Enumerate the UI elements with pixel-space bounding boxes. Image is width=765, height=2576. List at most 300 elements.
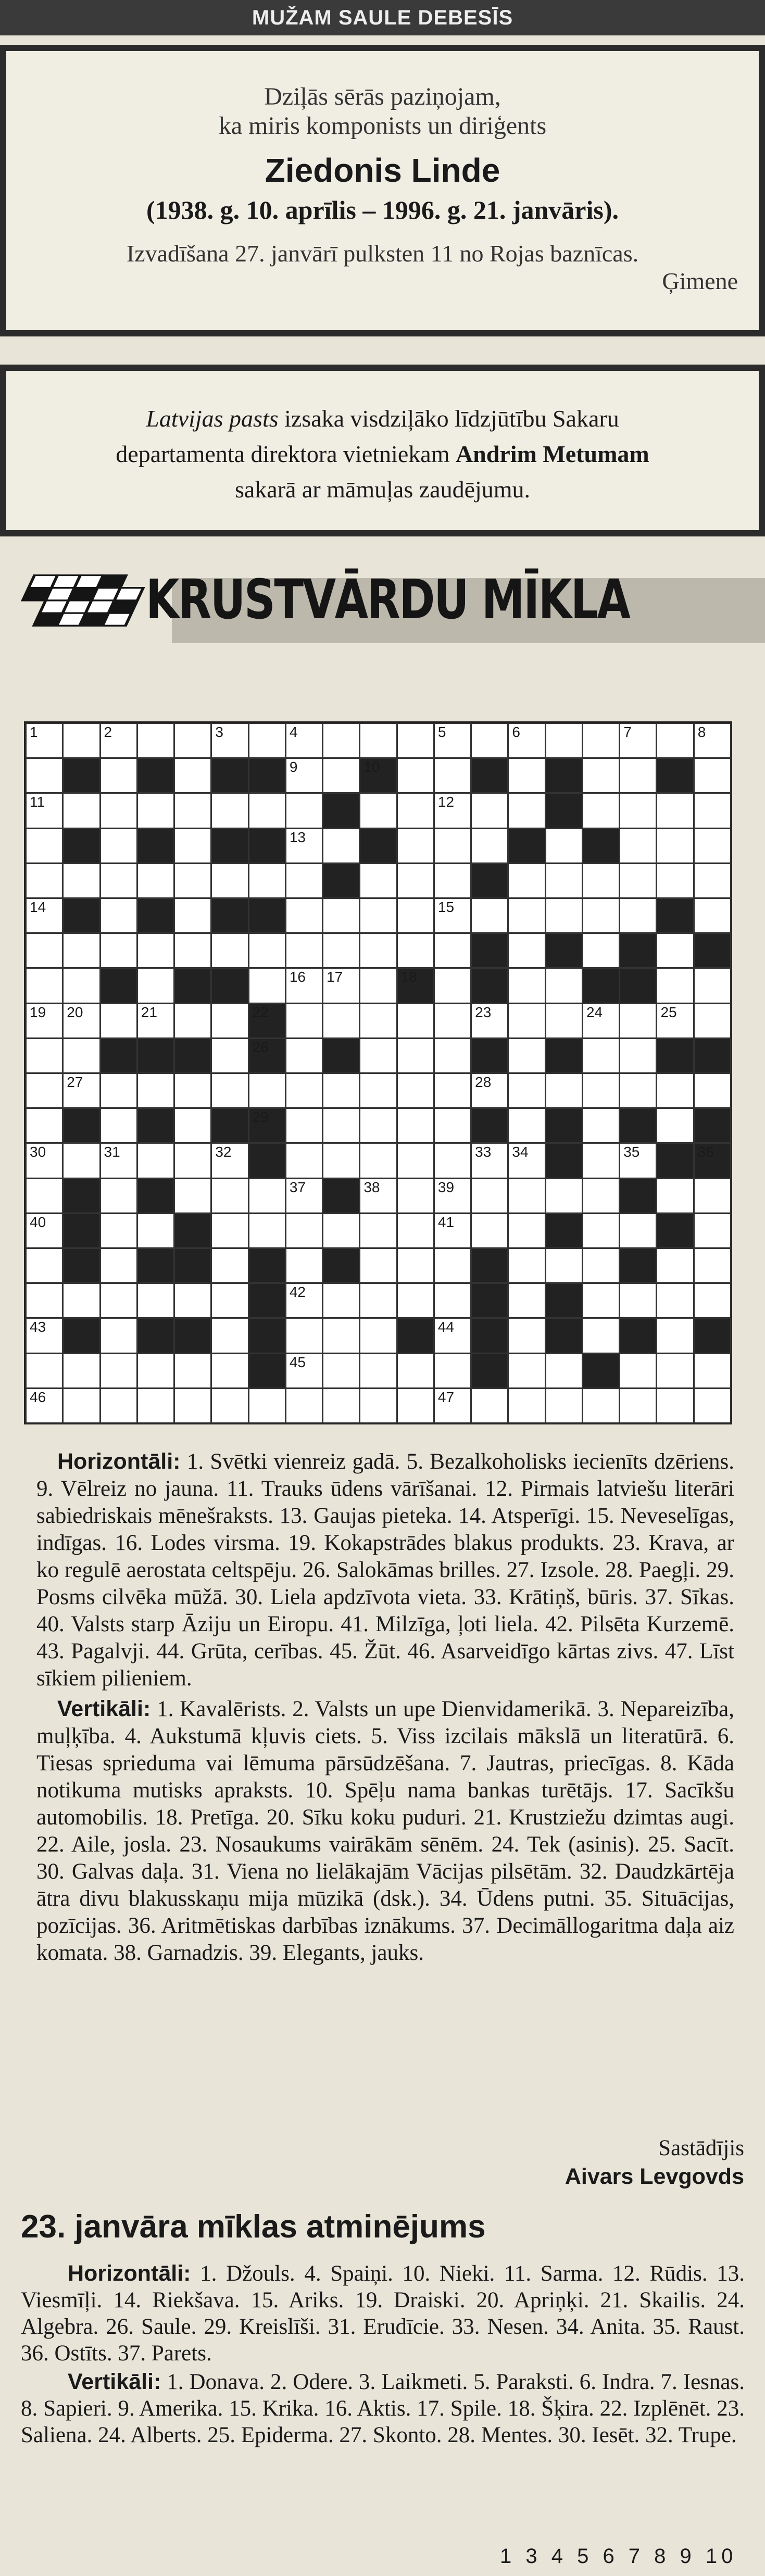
crossword-block xyxy=(694,1108,731,1143)
crossword-cell xyxy=(508,898,545,933)
section-header-title: MUŽAM SAULE DEBESĪS xyxy=(252,6,513,29)
crossword-cell xyxy=(582,863,620,898)
crossword-cell xyxy=(26,1318,63,1353)
crossword-block xyxy=(62,1213,100,1248)
crossword-cell xyxy=(248,863,286,898)
crossword-block xyxy=(582,1353,620,1389)
crossword-cell xyxy=(656,723,694,758)
answers-down-label: Vertikāli: xyxy=(68,2369,161,2394)
crossword-block xyxy=(656,1143,694,1178)
crossword-cell xyxy=(471,1213,508,1248)
crossword-block xyxy=(137,828,174,864)
crossword-cell xyxy=(508,1143,545,1178)
crossword-cell xyxy=(322,1283,360,1318)
clue-number: 45 xyxy=(289,1354,306,1370)
crossword-cell xyxy=(508,968,545,1003)
crossword-cell xyxy=(174,1003,211,1039)
crossword-block xyxy=(248,1108,286,1143)
crossword-cell xyxy=(508,863,545,898)
crossword-cell xyxy=(26,1388,63,1423)
crossword-cell xyxy=(359,723,397,758)
crossword-cell xyxy=(694,1388,731,1423)
crossword-block xyxy=(545,933,583,968)
crossword-cell xyxy=(285,1038,323,1073)
crossword-cell xyxy=(100,898,137,933)
crossword-cell xyxy=(322,898,360,933)
crossword-cell xyxy=(694,828,731,864)
condolence-org: Latvijas pasts xyxy=(146,405,279,432)
crossword-cell xyxy=(322,1073,360,1108)
clue-number: 31 xyxy=(104,1144,120,1160)
life-dates: (1938. g. 10. aprīlis – 1996. g. 21. janvāris). xyxy=(146,195,619,224)
crossword-cell xyxy=(137,1353,174,1389)
author-label: Sastādījis xyxy=(658,2136,744,2160)
crossword-cell xyxy=(471,1388,508,1423)
crossword-cell xyxy=(397,863,434,898)
crossword-block xyxy=(248,1038,286,1073)
crossword-cell xyxy=(285,968,323,1003)
crossword-block xyxy=(656,1038,694,1073)
clue-number: 2 xyxy=(104,724,112,740)
crossword-block xyxy=(211,898,248,933)
clue-number: 41 xyxy=(437,1214,455,1230)
crossword-cell xyxy=(100,1353,137,1389)
crossword-cell xyxy=(619,1388,657,1423)
clue-number: 7 xyxy=(623,724,632,740)
crossword-block xyxy=(248,1248,286,1283)
crossword-cell xyxy=(582,1073,620,1108)
clue-number: 38 xyxy=(363,1179,380,1195)
crossword-block xyxy=(619,1248,657,1283)
clue-number: 6 xyxy=(512,724,520,740)
crossword-block xyxy=(62,828,100,864)
crossword-cell xyxy=(285,1283,323,1318)
crossword-cell xyxy=(694,968,731,1003)
crossword-cell xyxy=(397,1248,434,1283)
crossword-cell xyxy=(248,933,286,968)
crossword-cell xyxy=(694,1248,731,1283)
crossword-cell xyxy=(26,1073,63,1108)
obituary-line-2: ka miris komponists un diriģents xyxy=(218,112,547,140)
crossword-cell xyxy=(694,793,731,828)
crossword-cell xyxy=(471,828,508,864)
crossword-cell xyxy=(508,1248,545,1283)
crossword-block xyxy=(248,1318,286,1353)
crossword-block xyxy=(619,1318,657,1353)
crossword-cell xyxy=(582,1178,620,1214)
author-name: Aivars Levgovds xyxy=(565,2164,744,2189)
crossword-block xyxy=(471,863,508,898)
page-numbers: 1 3 4 5 6 7 8 9 10 xyxy=(500,2545,737,2568)
crossword-block xyxy=(137,1108,174,1143)
crossword-cell xyxy=(545,723,583,758)
crossword-cell xyxy=(656,793,694,828)
crossword-cell xyxy=(619,723,657,758)
crossword-block xyxy=(471,1318,508,1353)
crossword-cell xyxy=(434,1108,471,1143)
crossword-cell xyxy=(285,1248,323,1283)
crossword-cell xyxy=(174,863,211,898)
crossword-cell xyxy=(322,1108,360,1143)
crossword-cell xyxy=(211,1038,248,1073)
crossword-cell xyxy=(656,1178,694,1214)
crossword-cell xyxy=(100,1388,137,1423)
crossword-block xyxy=(174,1318,211,1353)
crossword-cell xyxy=(211,863,248,898)
crossword-block xyxy=(694,1038,731,1073)
crossword-cell xyxy=(656,1073,694,1108)
crossword-cell xyxy=(359,968,397,1003)
crossword-block xyxy=(471,1038,508,1073)
crossword-cell xyxy=(656,1248,694,1283)
crossword-cell xyxy=(434,828,471,864)
crossword-cell xyxy=(434,968,471,1003)
clue-number: 40 xyxy=(30,1214,46,1230)
crossword-cell xyxy=(508,1213,545,1248)
crossword-cell xyxy=(397,1178,434,1214)
crossword-block xyxy=(211,1108,248,1143)
crossword-cell xyxy=(434,1073,471,1108)
crossword-cell xyxy=(694,898,731,933)
crossword-cell xyxy=(619,898,657,933)
crossword-cell xyxy=(471,1073,508,1108)
crossword-block xyxy=(137,758,174,793)
crossword-cell xyxy=(137,863,174,898)
crossword-cell xyxy=(322,933,360,968)
crossword-cell xyxy=(248,1073,286,1108)
crossword-block xyxy=(545,1213,583,1248)
clue-number: 19 xyxy=(30,1004,46,1020)
crossword-cell xyxy=(397,1143,434,1178)
crossword-cell xyxy=(359,933,397,968)
crossword-cell xyxy=(397,828,434,864)
crossword-cell xyxy=(285,1318,323,1353)
crossword-cell xyxy=(471,1143,508,1178)
crossword-cell xyxy=(656,968,694,1003)
crossword-block xyxy=(656,758,694,793)
crossword-block xyxy=(322,1038,360,1073)
crossword-cell xyxy=(26,723,63,758)
clue-number: 35 xyxy=(623,1144,640,1160)
crossword-cell xyxy=(582,1283,620,1318)
crossword-cell xyxy=(62,1073,100,1108)
crossword-cell xyxy=(359,1108,397,1143)
crossword-cell xyxy=(545,1178,583,1214)
crossword-block xyxy=(62,1108,100,1143)
crossword-cell xyxy=(582,1038,620,1073)
crossword-block xyxy=(62,1248,100,1283)
clue-number: 27 xyxy=(67,1074,83,1090)
crossword-cell xyxy=(26,828,63,864)
crossword-cell xyxy=(694,758,731,793)
crossword-block xyxy=(545,758,583,793)
crossword-block xyxy=(656,898,694,933)
clue-number: 13 xyxy=(289,829,306,845)
crossword-block xyxy=(211,758,248,793)
crossword-cell xyxy=(100,933,137,968)
crossword-cell xyxy=(359,1073,397,1108)
crossword-block xyxy=(174,1248,211,1283)
answers-title: 23. janvāra mīklas atminējums xyxy=(21,2209,486,2245)
crossword-block xyxy=(248,1283,286,1318)
crossword-block xyxy=(62,1178,100,1214)
crossword-cell xyxy=(694,1073,731,1108)
crossword-cell xyxy=(508,1073,545,1108)
crossword-cell xyxy=(359,1318,397,1353)
crossword-cell xyxy=(26,1143,63,1178)
crossword-cell xyxy=(694,1003,731,1039)
family-signature: Ģimene xyxy=(662,268,738,294)
author-credit xyxy=(565,2134,744,2191)
crossword-cell xyxy=(174,793,211,828)
crossword-block xyxy=(211,968,248,1003)
crossword-cell xyxy=(174,758,211,793)
clue-number: 21 xyxy=(141,1004,157,1020)
crossword-cell xyxy=(656,1318,694,1353)
crossword-cell xyxy=(322,1143,360,1178)
crossword-cell xyxy=(359,1283,397,1318)
crossword-cell xyxy=(619,1038,657,1073)
crossword-cell xyxy=(285,933,323,968)
crossword-cell xyxy=(359,1038,397,1073)
crossword-cell xyxy=(26,1283,63,1318)
crossword-cell xyxy=(100,1318,137,1353)
crossword-cell xyxy=(62,863,100,898)
crossword-cell xyxy=(100,828,137,864)
crossword-block xyxy=(322,1248,360,1283)
clue-number: 47 xyxy=(437,1389,455,1405)
crossword-cell xyxy=(322,758,360,793)
crossword-cell xyxy=(656,863,694,898)
crossword-cell xyxy=(508,723,545,758)
crossword-cell xyxy=(26,1213,63,1248)
crossword-block xyxy=(174,1038,211,1073)
crossword-cell xyxy=(285,1003,323,1039)
crossword-block xyxy=(471,1283,508,1318)
clue-number: 4 xyxy=(289,724,298,740)
crossword-cell xyxy=(471,898,508,933)
crossword-cell xyxy=(62,1353,100,1389)
crossword-block xyxy=(508,828,545,864)
crossword-block xyxy=(137,1248,174,1283)
crossword-cell xyxy=(397,1353,434,1389)
crossword-cell xyxy=(545,1388,583,1423)
crossword-cell xyxy=(26,1248,63,1283)
crossword-cell xyxy=(26,1108,63,1143)
crossword-cell xyxy=(434,1388,471,1423)
crossword-cell xyxy=(582,1248,620,1283)
crossword-cell xyxy=(434,1283,471,1318)
crossword-cell xyxy=(174,1283,211,1318)
condolence-person: Andrim Metumam xyxy=(455,441,649,467)
clue-number: 30 xyxy=(30,1144,46,1160)
crossword-cell xyxy=(694,1178,731,1214)
crossword-cell xyxy=(285,758,323,793)
crossword-cell xyxy=(397,723,434,758)
crossword-cell xyxy=(434,723,471,758)
crossword-cell xyxy=(285,1073,323,1108)
crossword-cell xyxy=(100,758,137,793)
previous-answers xyxy=(21,2260,745,2450)
crossword-cell xyxy=(694,1213,731,1248)
clue-number: 18 xyxy=(400,969,417,985)
crossword-cell xyxy=(434,793,471,828)
crossword-cell xyxy=(322,1318,360,1353)
crossword-cell xyxy=(100,1248,137,1283)
crossword-cell xyxy=(174,1178,211,1214)
crossword-cell xyxy=(508,793,545,828)
clue-number: 39 xyxy=(437,1179,455,1195)
crossword-block xyxy=(582,828,620,864)
section-header-bar xyxy=(0,0,765,35)
crossword-cell xyxy=(359,1003,397,1039)
crossword-block xyxy=(545,1143,583,1178)
crossword-cell xyxy=(100,1213,137,1248)
crossword-cell xyxy=(508,1038,545,1073)
crossword-block xyxy=(619,1108,657,1143)
clue-number: 33 xyxy=(475,1144,492,1160)
clue-number: 22 xyxy=(252,1004,269,1020)
crossword-cell xyxy=(545,1248,583,1283)
crossword-cell xyxy=(508,1318,545,1353)
clue-number: 23 xyxy=(475,1004,492,1020)
crossword-cell xyxy=(545,968,583,1003)
crossword-block xyxy=(619,968,657,1003)
crossword-cell xyxy=(100,1143,137,1178)
crossword-cell xyxy=(211,1248,248,1283)
crossword-block xyxy=(471,758,508,793)
crossword-block xyxy=(397,968,434,1003)
crossword-cell xyxy=(359,1178,397,1214)
crossword-cell xyxy=(26,1353,63,1389)
crossword-cell xyxy=(545,1353,583,1389)
crossword-cell xyxy=(322,1213,360,1248)
crossword-block xyxy=(174,1213,211,1248)
clue-number: 5 xyxy=(437,724,446,740)
crossword-cell xyxy=(397,1283,434,1318)
crossword-cell xyxy=(397,933,434,968)
crossword-cell xyxy=(582,898,620,933)
crossword-cell xyxy=(619,1003,657,1039)
crossword-cell xyxy=(397,1073,434,1108)
across-clues: 1. Svētki vienreiz gadā. 5. Bezalkoholisks iecienīts dzēriens. 9. Vēlreiz no jauna. 11. Trauks ūdens vārīšanai. 12. Pirmais latviešu literāri sabiedriskais mēnešraksts. 13. Gaujas pieteka. 14. Atsperīgi. 15. Neveselīgas, indīgas. 16. Lodes virsma. 19. Kokapstrādes blakus produkts. 23. Krava, ar ko regulē aerostata celtspēju. 26. Salokāmas brilles. 27. Izsole. 28. Paegļi. 29. Posms cilvēka mūžā. 30. Liela apdzīvota vieta. 33. Krātiņš, būris. 37. Sīkas. 40. Valsts starp Āziju un Eiropu. 41. Milzīga, ļoti liela. 42. Pilsēta Kurzemē. 43. Pagalvji. 44. Grūta, cerības. 45. Žūt. 46. Asarveidīgo kārtas zivs. 47. Līst sīkiem pilieniem. xyxy=(36,1449,734,1691)
clue-number: 15 xyxy=(437,899,455,915)
condolence-text-2: departamenta direktora vietniekam xyxy=(116,441,456,467)
crossword-clues xyxy=(36,1448,734,1970)
crossword-cell xyxy=(248,1213,286,1248)
crossword-cell xyxy=(656,1003,694,1039)
crossword-cell xyxy=(471,723,508,758)
crossword-block xyxy=(100,1038,137,1073)
crossword-cell xyxy=(397,1038,434,1073)
crossword-block xyxy=(545,1318,583,1353)
crossword-block xyxy=(397,1318,434,1353)
crossword-cell xyxy=(62,1038,100,1073)
crossword-cell xyxy=(285,898,323,933)
crossword-cell xyxy=(434,1003,471,1039)
crossword-cell xyxy=(397,1108,434,1143)
crossword-cell xyxy=(619,1073,657,1108)
crossword-cell xyxy=(285,1108,323,1143)
crossword-cell xyxy=(137,968,174,1003)
clue-number: 37 xyxy=(289,1179,306,1195)
crossword-grid xyxy=(24,721,732,1424)
crossword-cell xyxy=(397,793,434,828)
crossword-cell xyxy=(508,1353,545,1389)
crossword-block xyxy=(322,1178,360,1214)
crossword-cell xyxy=(582,1143,620,1178)
crossword-cell xyxy=(359,863,397,898)
crossword-cell xyxy=(100,1003,137,1039)
crossword-block xyxy=(248,898,286,933)
crossword-block xyxy=(471,933,508,968)
crossword-cell xyxy=(434,1143,471,1178)
crossword-block xyxy=(619,1178,657,1214)
crossword-cell xyxy=(434,1353,471,1389)
crossword-block xyxy=(100,968,137,1003)
crossword-cell xyxy=(322,1353,360,1389)
crossword-cell xyxy=(582,758,620,793)
crossword-cell xyxy=(694,723,731,758)
crossword-cell xyxy=(211,1143,248,1178)
crossword-cell xyxy=(471,793,508,828)
crossword-block xyxy=(322,863,360,898)
crossword-cell xyxy=(434,1248,471,1283)
crossword-cell xyxy=(62,793,100,828)
crossword-cell xyxy=(137,1143,174,1178)
clue-number: 25 xyxy=(660,1004,677,1020)
crossword-cell xyxy=(174,898,211,933)
crossword-cell xyxy=(248,1388,286,1423)
crossword-cell xyxy=(582,723,620,758)
crossword-cell xyxy=(619,758,657,793)
crossword-block xyxy=(248,1003,286,1039)
crossword-cell xyxy=(322,828,360,864)
answers-down: 1. Donava. 2. Odere. 3. Laikmeti. 5. Paraksti. 6. Indra. 7. Iesnas. 8. Sapieri. 9. Amerika. 15. Krika. 16. Aktis. 17. Spile. 18. Šķira. 22. Izplēnēt. 23. Saliena. 24. Alberts. 25. Epiderma. 27. Skonto. 28. Mentes. 30. Iesēt. 32. Trupe. xyxy=(21,2370,745,2447)
crossword-cell xyxy=(174,1073,211,1108)
clue-number: 34 xyxy=(512,1144,529,1160)
crossword-cell xyxy=(656,1108,694,1143)
crossword-block xyxy=(545,793,583,828)
clue-number: 8 xyxy=(697,724,706,740)
crossword-cell xyxy=(174,828,211,864)
crossword-cell xyxy=(656,1283,694,1318)
crossword-cell xyxy=(434,933,471,968)
crossword-cell xyxy=(656,1388,694,1423)
crossword-cell xyxy=(508,1108,545,1143)
crossword-grid-icon xyxy=(9,568,145,646)
crossword-cell xyxy=(211,793,248,828)
crossword-cell xyxy=(62,723,100,758)
crossword-cell xyxy=(582,933,620,968)
crossword-cell xyxy=(508,1178,545,1214)
condolence-text-3: sakarā ar māmuļas zaudējumu. xyxy=(234,476,531,503)
clue-number: 29 xyxy=(252,1109,269,1126)
crossword-cell xyxy=(619,863,657,898)
crossword-cell xyxy=(100,723,137,758)
crossword-block xyxy=(471,1108,508,1143)
crossword-cell xyxy=(397,1388,434,1423)
crossword-cell xyxy=(211,1213,248,1248)
crossword-cell xyxy=(582,793,620,828)
crossword-cell xyxy=(137,723,174,758)
crossword-cell xyxy=(545,1073,583,1108)
clue-number: 42 xyxy=(289,1284,306,1300)
crossword-cell xyxy=(508,1003,545,1039)
crossword-cell xyxy=(619,828,657,864)
section-title: KRUSTVĀRDU MĪKLA xyxy=(146,568,630,631)
crossword-cell xyxy=(582,1318,620,1353)
